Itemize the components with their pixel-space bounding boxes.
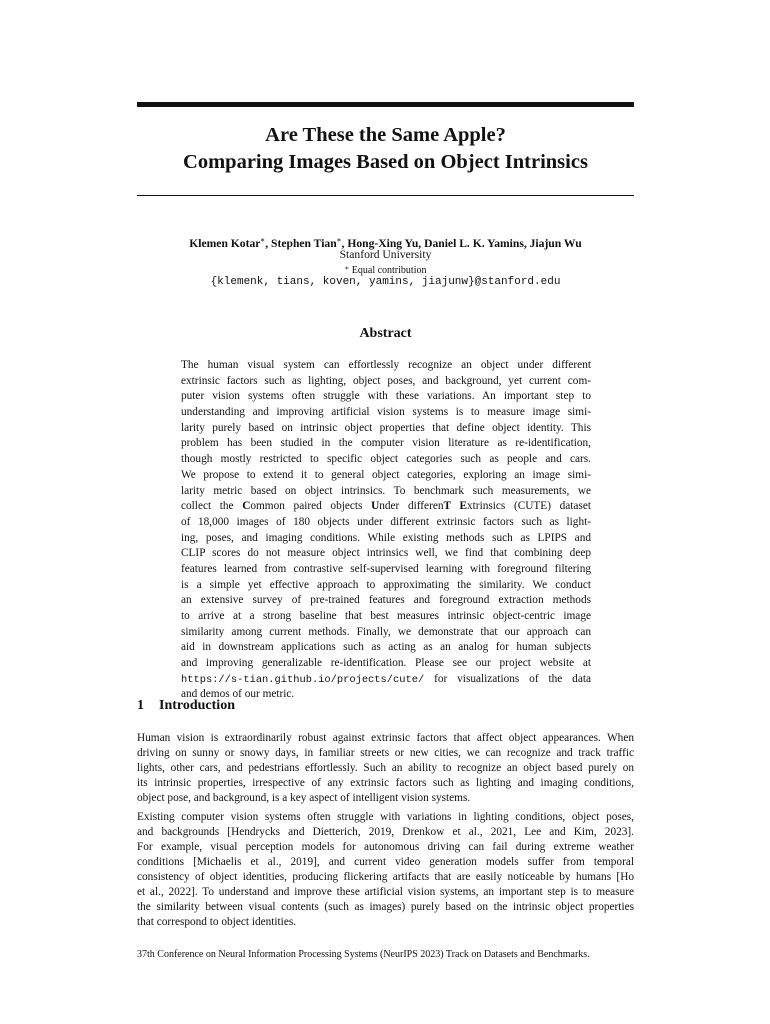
body-line: Human vision is extraordinarily robust against extrinsic factors that affect object appearances. When <box>137 732 634 744</box>
abstract-line: is a simple yet effective approach to approximating the similarity. We conduct <box>181 578 591 591</box>
paper-title <box>137 122 634 176</box>
abstract-line-dataset <box>181 499 591 515</box>
abstract-line: extrinsic factors such as lighting, object poses, and background, yet current com- <box>181 374 591 387</box>
abstract-heading: Abstract <box>359 326 412 341</box>
body-line: that correspond to object identities. <box>137 916 297 928</box>
equal-contribution-text: Equal contribution <box>351 265 427 276</box>
section-title: Introduction <box>159 698 235 713</box>
conference-footnote: 37th Conference on Neural Information Processing Systems (NeurIPS 2023) Track on Datasets and Benchmarks. <box>137 949 590 960</box>
author-tian: Stephen Tian <box>271 236 337 250</box>
abstract-line: puter vision systems often struggle with these variations. An important step to <box>181 390 591 403</box>
body-line: For example, visual perception models for autonomous driving can fail during extreme weather <box>137 841 634 853</box>
author-list: Klemen Kotar∗, Stephen Tian∗, Hong-Xing Yu, Daniel L. K. Yamins, Jiajun Wu <box>189 236 582 250</box>
intro-paragraph-1 <box>137 731 634 806</box>
equal-star-1: ∗ <box>260 236 266 244</box>
body-line: the similarity between visual contents (such as images) purely based on the intrinsic object properties <box>137 901 634 913</box>
intro-paragraph-2 <box>137 810 634 930</box>
abstract-line: though mostly restricted to specific object categories such as people and cars. <box>181 453 591 466</box>
body-line: and backgrounds [Hendrycks and Dietterich, 2019, Drenkow et al., 2021, Lee and Kim, 2023]. <box>137 826 634 838</box>
author-kotar: Klemen Kotar <box>189 236 261 250</box>
abstract-line: similarity among current methods. Finally, we demonstrate that our approach can <box>181 625 591 638</box>
abstract-line: understanding and improving artificial vision systems is to measure image simi- <box>181 406 591 419</box>
equal-star-2: ∗ <box>336 236 342 244</box>
abstract-line: The human visual system can effortlessly recognize an object under different <box>181 359 591 371</box>
abstract-line: and improving generalizable re-identification. Please see our project website at <box>181 657 591 670</box>
title-line-2: Comparing Images Based on Object Intrinsics <box>183 151 588 173</box>
equal-star-note: ∗ <box>344 264 350 272</box>
abstract-text: collect the <box>181 500 243 513</box>
author-emails: {klemenk, tians, koven, yamins, jiajunw}@stanford.edu <box>210 276 561 288</box>
abstract-line-url <box>181 672 591 688</box>
abstract-line: and demos of our metric. <box>181 688 295 701</box>
abstract-line: CLIP scores do not measure object intrinsics well, we find that combining deep <box>181 547 591 560</box>
body-line: consistency of object identities, producing flickering artifacts that are easily noticeable by humans [Ho <box>137 871 634 883</box>
affiliation: Stanford University <box>339 248 432 261</box>
abstract-line: features learned from contrastive self-supervised learning with foreground filtering <box>181 562 591 575</box>
body-line: Existing computer vision systems often struggle with variations in lighting conditions, object poses, <box>137 811 634 823</box>
body-line: conditions [Michaelis et al., 2019], and current video generation models suffer from temporal <box>137 856 634 868</box>
body-line: its intrinsic properties, irrespective of any extrinsic factors such as lighting and imaging conditions, <box>137 777 634 789</box>
abstract-line: ing, poses, and imaging conditions. While existing methods such as LPIPS and <box>181 531 591 544</box>
abstract-text: ommon paired objects <box>250 500 372 513</box>
body-line: et al., 2022]. To understand and improve these artificial vision systems, an important step is to measure <box>137 886 634 898</box>
body-line: object pose, and background, is a key aspect of intelligent vision systems. <box>137 792 471 804</box>
title-line-1: Are These the Same Apple? <box>265 124 506 146</box>
acronym-letter: C <box>242 500 251 513</box>
section-heading-introduction <box>137 697 235 715</box>
other-authors: Hong-Xing Yu, Daniel L. K. Yamins, Jiajun Wu <box>347 236 582 250</box>
title-rule-bottom <box>137 195 634 196</box>
abstract-text: nder differen <box>379 500 444 513</box>
section-number: 1 <box>137 698 144 713</box>
body-line: lights, other cars, and pedestrians effortlessly. Such an ability to recognize an object based purely on <box>137 762 634 774</box>
abstract-line: of 18,000 images of 180 objects under different extrinsic factors such as light- <box>181 515 591 528</box>
abstract-line: to arrive at a strong baseline that best measures intrinsic object-centric image <box>181 610 591 622</box>
acronym-letter: T E <box>443 500 468 513</box>
abstract-line: an extensive survey of pre-trained features and foreground extraction methods <box>181 594 591 607</box>
abstract-line: aid in downstream applications such as acting as an analog for human subjects <box>181 641 591 654</box>
abstract-line: larity metric based on object intrinsics. To benchmark such measurements, we <box>181 484 591 497</box>
acronym-letter: U <box>371 500 380 513</box>
body-line: driving on sunny or snowy days, in familiar streets or new cities, we can recognize and track traffic <box>137 747 634 759</box>
title-rule-top <box>137 102 634 107</box>
abstract-line: problem has been studied in the computer vision literature as re-identification, <box>181 437 591 450</box>
abstract-text: xtrinsics (CUTE) dataset <box>467 500 591 513</box>
abstract-text: for visualizations of the data <box>424 672 591 685</box>
project-website-link[interactable]: https://s-tian.github.io/projects/cute/ <box>181 673 425 686</box>
abstract-line: We propose to extend it to general object categories, exploring an image simi- <box>181 468 591 481</box>
abstract-body <box>181 358 591 703</box>
abstract-line: larity purely based on intrinsic object properties that define object identity. This <box>181 421 591 434</box>
